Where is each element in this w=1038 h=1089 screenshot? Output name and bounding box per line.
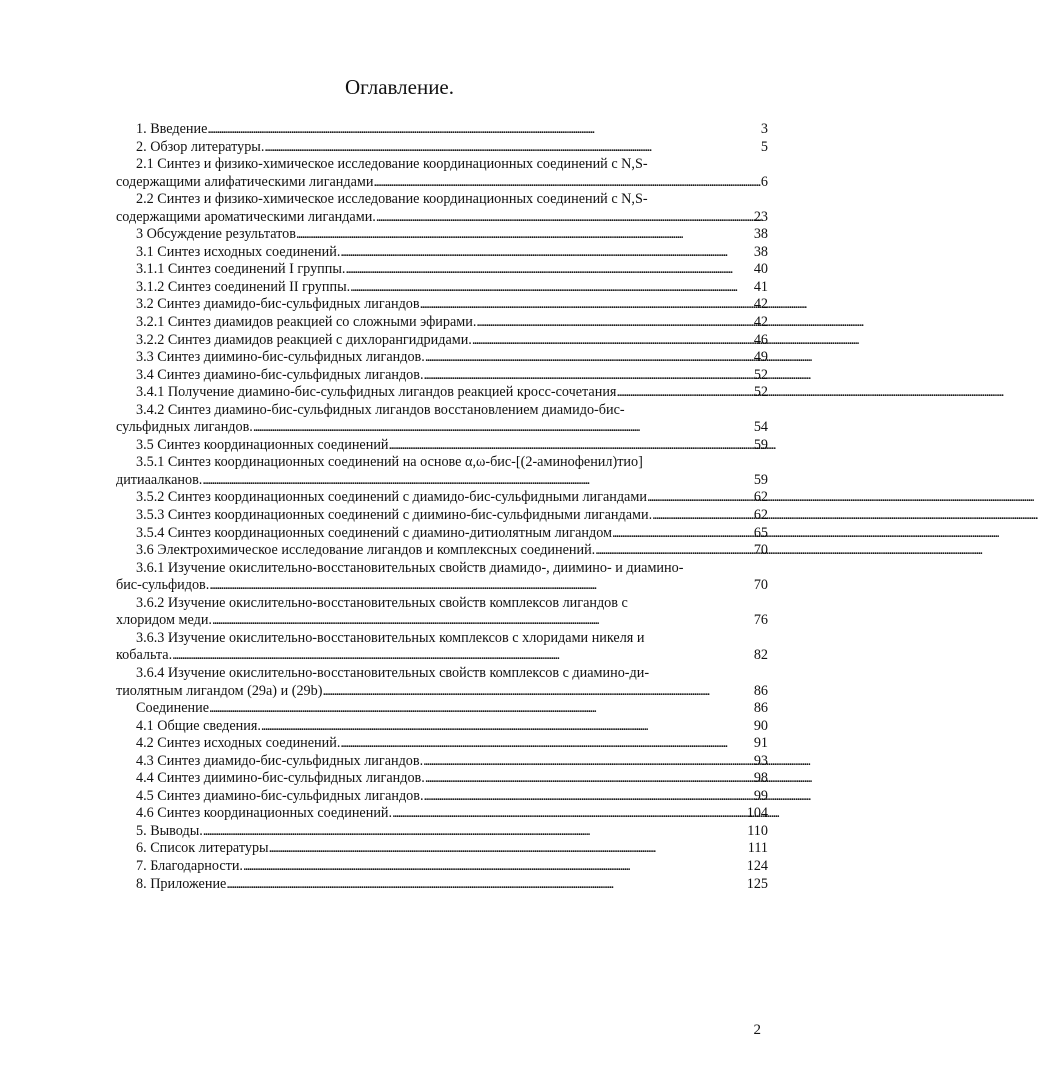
toc-entry-title-line: 3.6.4 Изучение окислительно-восстановительных свойств комплексов с диамино-ди-	[136, 664, 650, 681]
toc-entry-page: 70	[753, 542, 768, 559]
toc-entry-page: 70	[753, 577, 768, 594]
toc-entry-title: 3.1 Синтез исходных соединений.	[136, 243, 341, 260]
toc-entry[interactable]	[116, 402, 768, 437]
toc-entry-title-line: 3.5.1 Синтез координационных соединений на основе α,ω-бис-[(2-аминофенил)тио]	[136, 454, 643, 471]
toc-entry[interactable]	[116, 840, 768, 858]
page-number: 2	[753, 1022, 761, 1038]
toc-entry-title: 3.2 Синтез диамидо-бис-сульфидных лигандов	[136, 296, 420, 313]
toc-entry-title: 3.2.2 Синтез диамидов реакцией с дихлорангидридами.	[136, 331, 472, 348]
toc-entry[interactable]	[116, 507, 768, 525]
toc-entry-page: 125	[746, 875, 768, 892]
dot-leader	[264, 139, 761, 157]
toc-entry-title: содержащими алифатическими лигандами	[116, 173, 374, 190]
toc-entry-title: сульфидных лигандов.	[116, 419, 253, 436]
toc-entry[interactable]	[116, 630, 768, 665]
dot-leader	[243, 858, 747, 876]
dot-leader	[647, 489, 754, 507]
toc-entry-page: 62	[753, 507, 768, 524]
dot-leader	[420, 296, 754, 314]
toc-entry-page: 82	[753, 647, 768, 664]
toc-entry[interactable]	[116, 718, 768, 736]
toc-entry[interactable]	[116, 226, 768, 244]
dot-leader	[209, 700, 754, 718]
toc-entry-title: 3.5 Синтез координационных соединений	[136, 436, 389, 453]
toc-entry-page: 76	[753, 612, 768, 629]
toc-entry-title: 3.4.1 Получение диамино-бис-сульфидных лигандов реакцией кросс-сочетания	[136, 384, 617, 401]
toc-entry-title: 4.1 Общие сведения.	[136, 717, 261, 734]
toc-entry-title-line: 2.2 Синтез и физико-химическое исследование координационных соединений с N,S-	[136, 191, 648, 208]
toc-entry-title: 3.2.1 Синтез диамидов реакцией со сложными эфирами.	[136, 314, 477, 331]
dot-leader	[374, 174, 761, 192]
toc-entry-title: бис-сульфидов.	[116, 577, 210, 594]
toc-entry[interactable]	[116, 191, 768, 226]
toc-entry[interactable]	[116, 437, 768, 455]
table-of-contents	[116, 121, 768, 893]
toc-entry-page: 6	[760, 173, 768, 190]
toc-entry[interactable]	[116, 876, 768, 894]
toc-entry-title: 3.1.2 Синтез соединений II группы.	[136, 278, 351, 295]
toc-entry-title: 7. Благодарности.	[136, 857, 243, 874]
dot-leader	[340, 735, 753, 753]
toc-entry-title: 3.1.1 Синтез соединений I группы.	[136, 261, 346, 278]
toc-entry-title: 3.5.3 Синтез координационных соединений с диимино-бис-сульфидными лигандами.	[136, 507, 653, 524]
dot-leader	[389, 437, 754, 455]
dot-leader	[424, 788, 754, 806]
toc-entry[interactable]	[116, 735, 768, 753]
toc-entry-page: 65	[753, 524, 768, 541]
toc-entry-page: 59	[753, 471, 768, 488]
toc-entry[interactable]	[116, 314, 768, 332]
page-title: Оглавление.	[345, 75, 454, 99]
toc-entry-title-line: 3.4.2 Синтез диамино-бис-сульфидных лигандов восстановлением диамидо-бис-	[136, 401, 625, 418]
toc-entry-page: 38	[753, 226, 768, 243]
toc-entry[interactable]	[116, 858, 768, 876]
dot-leader	[322, 683, 753, 701]
toc-entry-page: 46	[753, 331, 768, 348]
dot-leader	[202, 472, 754, 490]
dot-leader	[425, 770, 754, 788]
toc-entry-page: 91	[753, 735, 768, 752]
toc-entry-title: 3.3 Синтез диимино-бис-сульфидных лигандов.	[136, 349, 425, 366]
toc-entry-page: 41	[753, 278, 768, 295]
toc-entry-page: 54	[753, 419, 768, 436]
toc-entry-title: 3.6 Электрохимическое исследование лигандов и комплексных соединений.	[136, 542, 596, 559]
toc-entry[interactable]	[116, 489, 768, 507]
dot-leader	[172, 647, 754, 665]
toc-entry-title: Соединение	[136, 700, 210, 717]
toc-entry-page: 42	[753, 296, 768, 313]
toc-entry-title: хлоридом меди.	[116, 612, 212, 629]
toc-entry[interactable]	[116, 384, 768, 402]
toc-entry[interactable]	[116, 244, 768, 262]
toc-entry-page: 52	[753, 384, 768, 401]
toc-entry-title: содержащими ароматическими лигандами.	[116, 208, 376, 225]
dot-leader	[203, 823, 747, 841]
toc-entry-page: 110	[747, 822, 768, 839]
toc-entry-page: 3	[760, 121, 768, 137]
toc-entry-title: 2. Обзор литературы.	[136, 138, 265, 155]
dot-leader	[423, 753, 754, 771]
toc-entry-title: 5. Выводы.	[136, 822, 203, 839]
toc-entry-page: 62	[753, 489, 768, 506]
dot-leader	[595, 542, 754, 560]
toc-entry-title: тиолятным лигандом (29а) и (29b)	[116, 682, 323, 699]
toc-entry[interactable]	[116, 823, 768, 841]
toc-entry[interactable]	[116, 788, 768, 806]
dot-leader	[376, 209, 754, 227]
toc-entry[interactable]	[116, 261, 768, 279]
toc-entry[interactable]	[116, 156, 768, 191]
dot-leader	[350, 279, 754, 297]
dot-leader	[261, 718, 754, 736]
toc-entry[interactable]	[116, 665, 768, 700]
dot-leader	[269, 840, 748, 858]
toc-entry-title: 3 Обсуждение результатов	[136, 226, 296, 243]
dot-leader	[616, 384, 753, 402]
toc-entry-title: 4.2 Синтез исходных соединений.	[136, 735, 341, 752]
toc-entry-page: 90	[753, 717, 768, 734]
toc-entry[interactable]	[116, 753, 768, 771]
toc-entry[interactable]	[116, 296, 768, 314]
dot-leader	[652, 507, 754, 525]
toc-entry[interactable]	[116, 595, 768, 630]
toc-entry[interactable]	[116, 121, 768, 139]
toc-entry-title: 4.4 Синтез диимино-бис-сульфидных лигандов.	[136, 770, 425, 787]
toc-entry[interactable]	[116, 542, 768, 560]
toc-entry-page: 86	[753, 700, 768, 717]
toc-entry[interactable]	[116, 700, 768, 718]
toc-entry-page: 23	[753, 208, 768, 225]
toc-entry[interactable]	[116, 805, 768, 823]
toc-entry-title: 8. Приложение	[136, 875, 227, 892]
dot-leader	[612, 525, 754, 543]
toc-entry[interactable]	[116, 139, 768, 157]
dot-leader	[340, 244, 753, 262]
dot-leader	[209, 577, 754, 595]
toc-entry-page: 40	[753, 261, 768, 278]
toc-entry-page: 59	[753, 436, 768, 453]
toc-entry-page: 5	[760, 138, 768, 155]
toc-entry-title: 4.3 Синтез диамидо-бис-сульфидных лигандов.	[136, 752, 424, 769]
toc-entry-title: 4.6 Синтез координационных соединений.	[136, 805, 393, 822]
toc-entry-page: 124	[746, 857, 768, 874]
dot-leader	[424, 367, 754, 385]
dot-leader	[345, 261, 753, 279]
toc-entry-title: 3.4 Синтез диамино-бис-сульфидных лигандов.	[136, 366, 424, 383]
toc-entry[interactable]	[116, 349, 768, 367]
dot-leader	[253, 419, 754, 437]
toc-entry-title-line: 3.6.1 Изучение окислительно-восстановительных свойств диамидо-, диимино- и диамино-	[136, 559, 684, 576]
toc-entry[interactable]	[116, 367, 768, 385]
toc-entry[interactable]	[116, 454, 768, 489]
toc-entry-title: 3.5.2 Синтез координационных соединений с диамидо-бис-сульфидными лигандами	[136, 489, 647, 506]
toc-entry-page: 98	[753, 770, 768, 787]
toc-entry-title: кобальта.	[116, 647, 173, 664]
toc-entry-title: 4.5 Синтез диамино-бис-сульфидных лигандов.	[136, 787, 424, 804]
toc-entry-title: 6. Список литературы	[136, 840, 269, 857]
toc-entry-title: 3.5.4 Синтез координационных соединений с диамино-дитиолятным лигандом	[136, 524, 612, 541]
toc-entry-page: 38	[753, 243, 768, 260]
toc-entry-page: 49	[753, 349, 768, 366]
toc-entry-page: 42	[753, 314, 768, 331]
toc-entry-page: 93	[753, 752, 768, 769]
dot-leader	[472, 332, 754, 350]
toc-entry[interactable]	[116, 525, 768, 543]
toc-entry[interactable]	[116, 770, 768, 788]
dot-leader	[207, 121, 761, 139]
toc-entry-page: 52	[753, 366, 768, 383]
toc-entry[interactable]	[116, 560, 768, 595]
toc-entry-title-line: 3.6.3 Изучение окислительно-восстановительных комплексов с хлоридами никеля и	[136, 629, 645, 646]
toc-entry-page: 99	[753, 787, 768, 804]
dot-leader	[226, 876, 746, 894]
toc-entry-title: дитиаалканов.	[116, 471, 203, 488]
toc-entry-page: 86	[753, 682, 768, 699]
dot-leader	[392, 805, 747, 823]
dot-leader	[476, 314, 753, 332]
dot-leader	[425, 349, 754, 367]
toc-entry-title-line: 3.6.2 Изучение окислительно-восстановительных свойств комплексов лигандов с	[136, 594, 628, 611]
dot-leader	[212, 612, 754, 630]
toc-entry-title: 1. Введение	[136, 121, 208, 137]
toc-entry[interactable]	[116, 332, 768, 350]
dot-leader	[296, 226, 754, 244]
toc-entry-page: 104	[746, 805, 768, 822]
toc-entry[interactable]	[116, 279, 768, 297]
toc-entry-title-line: 2.1 Синтез и физико-химическое исследование координационных соединений с N,S-	[136, 156, 648, 173]
toc-entry-page: 111	[747, 840, 768, 857]
